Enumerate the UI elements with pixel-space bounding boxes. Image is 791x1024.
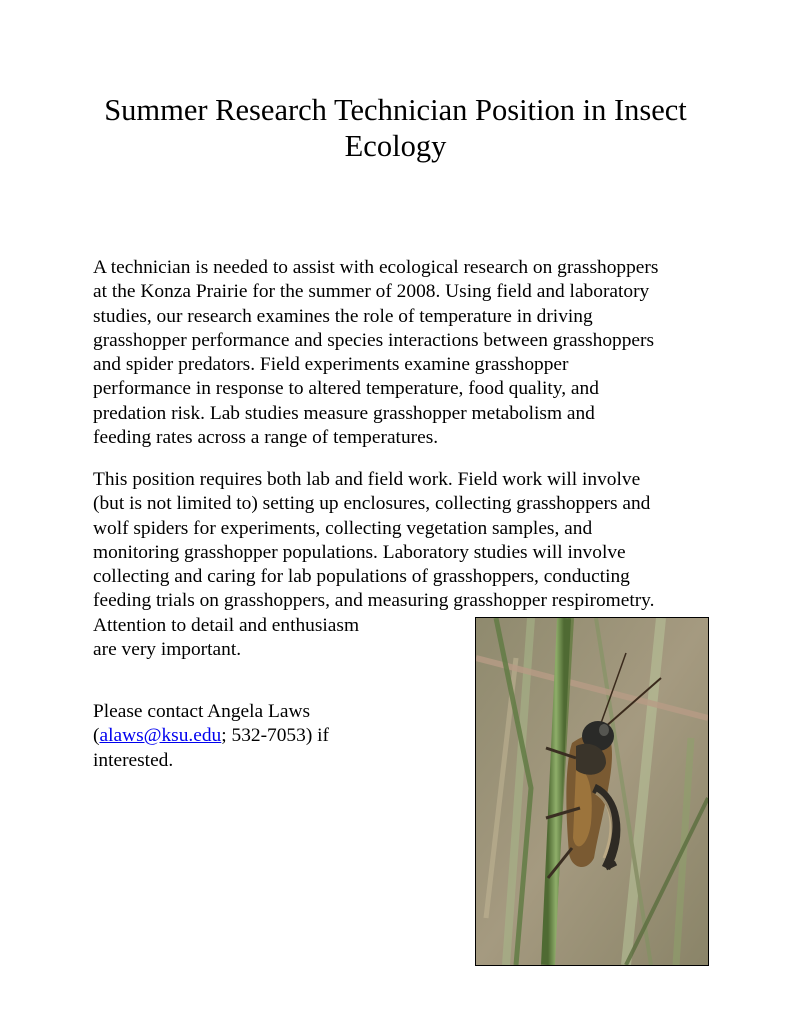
paragraph-line: feeding trials on grasshoppers, and measuring grasshopper respirometry. — [93, 590, 655, 612]
title-line-2: Ecology — [344, 129, 447, 163]
paragraph-line: studies, our research examines the role of temperature in driving — [93, 305, 593, 327]
paragraph-line: feeding rates across a range of temperatures. — [93, 427, 439, 449]
paragraph-line: are very important. — [93, 639, 242, 661]
contact-line: interested. — [93, 749, 174, 771]
grasshopper-photo — [475, 617, 709, 966]
paragraph-line: at the Konza Prairie for the summer of 2008. Using field and laboratory — [93, 281, 650, 303]
paragraph-line: A technician is needed to assist with ecological research on grasshoppers — [93, 257, 659, 278]
paragraph-line: wolf spiders for experiments, collecting vegetation samples, and — [93, 517, 593, 539]
title-line-1: Summer Research Technician Position in Insect — [104, 93, 687, 127]
paragraph-line: This position requires both lab and field work. Field work will involve — [93, 469, 641, 490]
description-paragraph — [93, 256, 733, 450]
paragraph-line: monitoring grasshopper populations. Laboratory studies will involve — [93, 541, 626, 563]
email-link[interactable]: alaws@ksu.edu — [99, 725, 222, 747]
paragraph-line: collecting and caring for lab populations of grasshoppers, conducting — [93, 566, 630, 588]
open-paren: ( — [93, 725, 100, 747]
paragraph-line: predation risk. Lab studies measure grasshopper metabolism and — [93, 402, 595, 424]
paragraph-line: and spider predators. Field experiments examine grasshopper — [93, 354, 569, 376]
page-title — [60, 92, 731, 164]
paragraph-line: Attention to detail and enthusiasm — [93, 614, 360, 636]
phone-text: ; 532-7053) if — [221, 725, 329, 747]
paragraph-line: grasshopper performance and species interactions between grasshoppers — [93, 329, 655, 351]
paragraph-line: performance in response to altered temperature, food quality, and — [93, 378, 599, 400]
paragraph-line: (but is not limited to) setting up enclosures, collecting grasshoppers and — [93, 493, 651, 515]
contact-line: Please contact Angela Laws — [93, 701, 310, 722]
